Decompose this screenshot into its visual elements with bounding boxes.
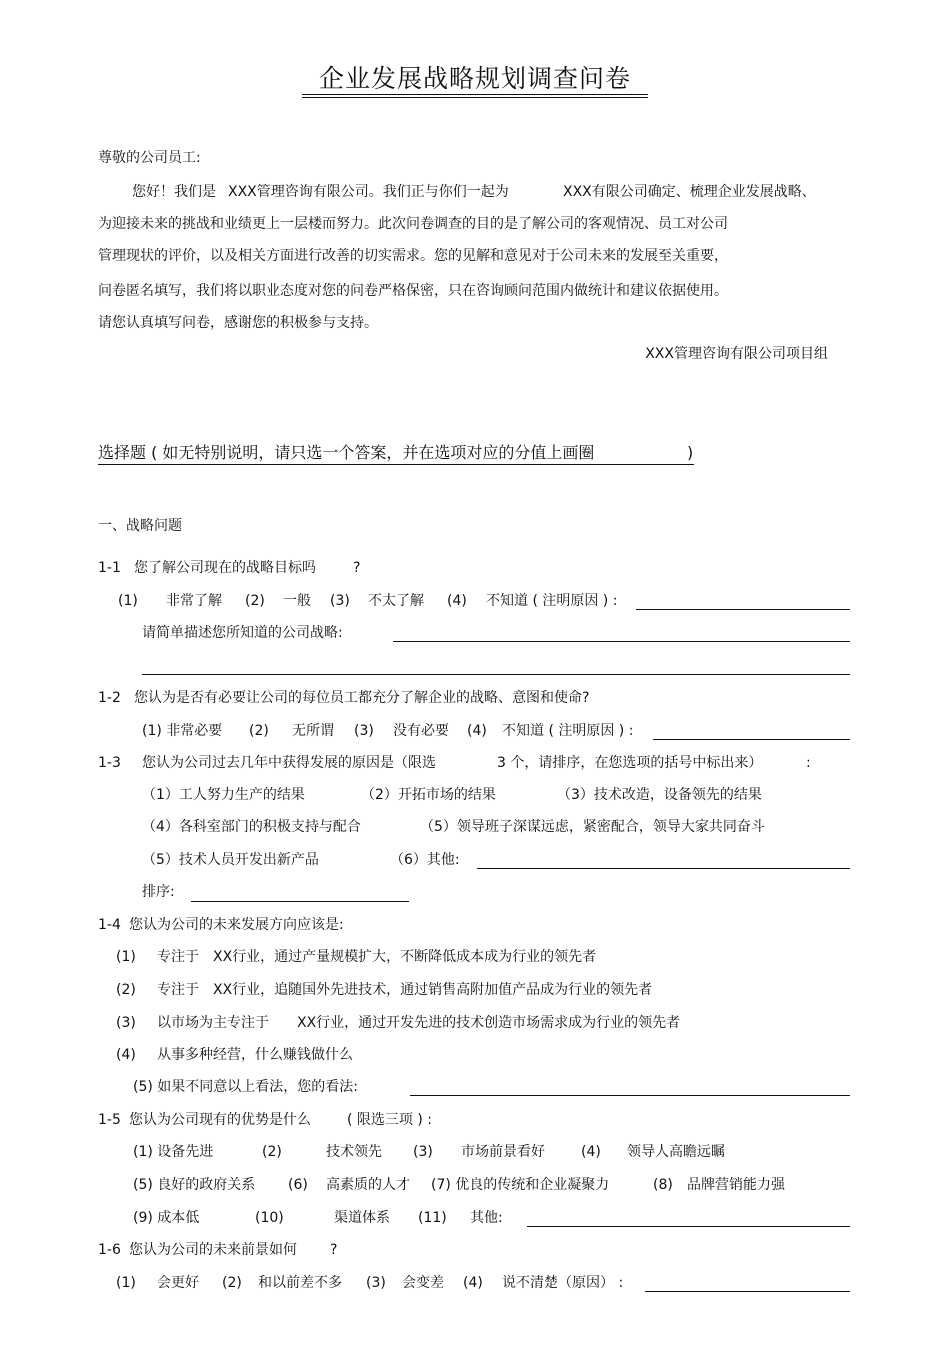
q1-5-opt8-num: (8)	[653, 1177, 673, 1193]
q1-1-desc-blank[interactable]	[393, 641, 850, 642]
q1-4-opt5[interactable]: (5) 如果不同意以上看法，您的看法:	[133, 1079, 358, 1095]
q1-3-other-blank[interactable]	[477, 868, 850, 869]
q1-3-opt2[interactable]: （2）开拓市场的结果	[361, 787, 496, 803]
q1-3-text-a: 您认为公司过去几年中获得发展的原因是（限选	[142, 755, 436, 771]
q1-4-opt3-num: (3)	[116, 1015, 136, 1031]
q1-2-opt3-num: (3)	[354, 723, 374, 739]
q1-5-opt6-num: (6)	[288, 1177, 308, 1193]
q1-2-opt4[interactable]: 不知道 ( 注明原因 ) :	[502, 723, 634, 739]
q1-6-text: 您认为公司的未来前景如何	[129, 1242, 297, 1258]
q1-5-opt4-num: (4)	[581, 1144, 601, 1160]
q1-4-number: 1-4	[98, 917, 121, 933]
q1-1-opt4-num: (4)	[447, 593, 467, 609]
intro-line-1c: XXX有限公司确定、梳理企业发展战略、	[563, 184, 816, 200]
q1-4-opinion-blank[interactable]	[410, 1095, 850, 1096]
intro-line-5: 请您认真填写问卷，感谢您的积极参与支持。	[98, 315, 378, 331]
q1-5-opt10-num: (10)	[255, 1210, 284, 1226]
q1-4-opt4-num: (4)	[116, 1047, 136, 1063]
q1-2-opt3[interactable]: 没有必要	[393, 723, 449, 739]
q1-1-text: 您了解公司现在的战略目标吗	[134, 560, 316, 576]
q1-5-opt3[interactable]: 市场前景看好	[461, 1144, 545, 1160]
q1-4-opt1-a[interactable]: 专注于	[157, 949, 199, 965]
q1-4-opt2-b[interactable]: XX行业，追随国外先进技术，通过销售高附加值产品成为行业的领先者	[213, 982, 653, 998]
intro-line-2: 为迎接未来的挑战和业绩更上一层楼而努力。此次问卷调查的目的是了解公司的客观情况、员工对公司	[98, 216, 728, 232]
q1-2-opt2[interactable]: 无所谓	[292, 723, 334, 739]
intro-line-4: 问卷匿名填写，我们将以职业态度对您的问卷严格保密，只在咨询顾问范围内做统计和建议依据使用。	[98, 283, 728, 299]
q1-3-opt5[interactable]: （5）领导班子深谋远虑，紧密配合，领导大家共同奋斗	[420, 819, 765, 835]
q1-3-opt6[interactable]: （5）技术人员开发出新产品	[142, 852, 319, 868]
intro-line-1b: XXX管理咨询有限公司。我们正与你们一起为	[228, 184, 509, 200]
q1-5-opt1[interactable]: (1) 设备先进	[133, 1144, 214, 1160]
q1-1-opt2-num: (2)	[245, 593, 265, 609]
page-title: 企业发展战略规划调查问卷	[318, 64, 631, 93]
q1-2-opt1[interactable]: (1) 非常必要	[142, 723, 223, 739]
section-heading: 选择题 ( 如无特别说明，请只选一个答案，并在选项对应的分值上画圈	[98, 443, 595, 462]
q1-5-number: 1-5	[98, 1112, 121, 1128]
q1-6-opt2[interactable]: 和以前差不多	[258, 1275, 342, 1291]
q1-5-limit: ( 限选三项 ) :	[347, 1112, 432, 1128]
q1-4-text: 您认为公司的未来发展方向应该是:	[129, 917, 344, 933]
q1-5-opt8[interactable]: 品牌营销能力强	[687, 1177, 785, 1193]
q1-5-text: 您认为公司现有的优势是什么	[129, 1112, 311, 1128]
q1-4-opt1-b[interactable]: XX行业，通过产量规模扩大，不断降低成本成为行业的领先者	[213, 949, 597, 965]
q1-5-opt7[interactable]: (7) 优良的传统和企业凝聚力	[431, 1177, 610, 1193]
q1-3-opt4[interactable]: （4）各科室部门的积极支持与配合	[142, 819, 361, 835]
q1-5-opt4[interactable]: 领导人高瞻远瞩	[627, 1144, 725, 1160]
q1-6-opt3[interactable]: 会变差	[402, 1275, 444, 1291]
q1-2-number: 1-2	[98, 690, 121, 706]
q1-6-opt2-num: (2)	[222, 1275, 242, 1291]
q1-1-opt3[interactable]: 不太了解	[368, 593, 424, 609]
q1-5-opt5[interactable]: (5) 良好的政府关系	[133, 1177, 256, 1193]
q1-1-mark: ?	[353, 560, 361, 576]
q1-1-opt3-num: (3)	[330, 593, 350, 609]
q1-1-opt1[interactable]: 非常了解	[166, 593, 222, 609]
q1-4-opt1-num: (1)	[116, 949, 136, 965]
q1-1-opt4[interactable]: 不知道 ( 注明原因 ) :	[486, 593, 618, 609]
q1-6-reason-blank[interactable]	[645, 1291, 850, 1292]
q1-3-number: 1-3	[98, 755, 121, 771]
q1-5-other-blank[interactable]	[527, 1226, 850, 1227]
intro-line-3: 管理现状的评价，以及相关方面进行改善的切实需求。您的见解和意见对于公司未来的发展至关重要，	[98, 248, 728, 264]
q1-6-mark: ?	[330, 1242, 338, 1258]
q1-3-text-b: 3 个，请排序，在您选项的括号中标出来）	[497, 755, 763, 771]
q1-3-opt3[interactable]: （3）技术改造，设备领先的结果	[557, 787, 762, 803]
intro-line-1a: 您好！我们是	[132, 184, 216, 200]
q1-6-opt4-num: (4)	[463, 1275, 483, 1291]
q1-6-opt4[interactable]: 说不清楚（原因） :	[502, 1275, 624, 1291]
q1-6-opt1[interactable]: 会更好	[157, 1275, 199, 1291]
q1-5-opt3-num: (3)	[413, 1144, 433, 1160]
q1-5-opt2-num: (2)	[262, 1144, 282, 1160]
section-underline	[98, 464, 694, 465]
signature: XXX管理咨询有限公司项目组	[645, 346, 828, 362]
q1-3-rank-label: 排序:	[142, 884, 175, 900]
q1-1-desc-blank-2[interactable]	[142, 674, 850, 675]
q1-3-opt1[interactable]: （1）工人努力生产的结果	[142, 787, 305, 803]
title-underline	[302, 94, 648, 95]
q1-5-opt11[interactable]: 其他:	[470, 1210, 503, 1226]
q1-3-rank-blank[interactable]	[191, 901, 409, 902]
section-heading-close: )	[687, 443, 694, 462]
q1-5-opt10[interactable]: 渠道体系	[334, 1210, 390, 1226]
q1-1-opt1-num: (1)	[118, 593, 138, 609]
q1-4-opt2-a[interactable]: 专注于	[157, 982, 199, 998]
q1-5-opt9[interactable]: (9) 成本低	[133, 1210, 200, 1226]
q1-1-desc-label: 请简单描述您所知道的公司战略:	[142, 625, 343, 641]
q1-4-opt3-b[interactable]: XX行业，通过开发先进的技术创造市场需求成为行业的领先者	[297, 1015, 681, 1031]
q1-2-opt2-num: (2)	[249, 723, 269, 739]
q1-5-opt11-num: (11)	[418, 1210, 447, 1226]
q1-5-opt6[interactable]: 高素质的人才	[326, 1177, 410, 1193]
greeting: 尊敬的公司员工:	[98, 150, 201, 166]
part-title: 一、战略问题	[98, 518, 182, 534]
q1-4-opt2-num: (2)	[116, 982, 136, 998]
q1-4-opt3-a[interactable]: 以市场为主专注于	[157, 1015, 269, 1031]
q1-1-reason-blank[interactable]	[636, 609, 850, 610]
q1-6-opt3-num: (3)	[366, 1275, 386, 1291]
q1-6-number: 1-6	[98, 1242, 121, 1258]
q1-3-opt7[interactable]: （6）其他:	[390, 852, 460, 868]
q1-1-opt2[interactable]: 一般	[283, 593, 311, 609]
q1-3-colon: :	[806, 755, 811, 771]
q1-2-text: 您认为是否有必要让公司的每位员工都充分了解企业的战略、意图和使命?	[134, 690, 590, 706]
q1-4-opt4[interactable]: 从事多种经营，什么赚钱做什么	[157, 1047, 353, 1063]
q1-6-opt1-num: (1)	[116, 1275, 136, 1291]
title-underline-2	[302, 97, 648, 98]
q1-1-number: 1-1	[98, 560, 121, 576]
q1-2-reason-blank[interactable]	[653, 739, 850, 740]
q1-5-opt2[interactable]: 技术领先	[326, 1144, 382, 1160]
q1-2-opt4-num: (4)	[467, 723, 487, 739]
